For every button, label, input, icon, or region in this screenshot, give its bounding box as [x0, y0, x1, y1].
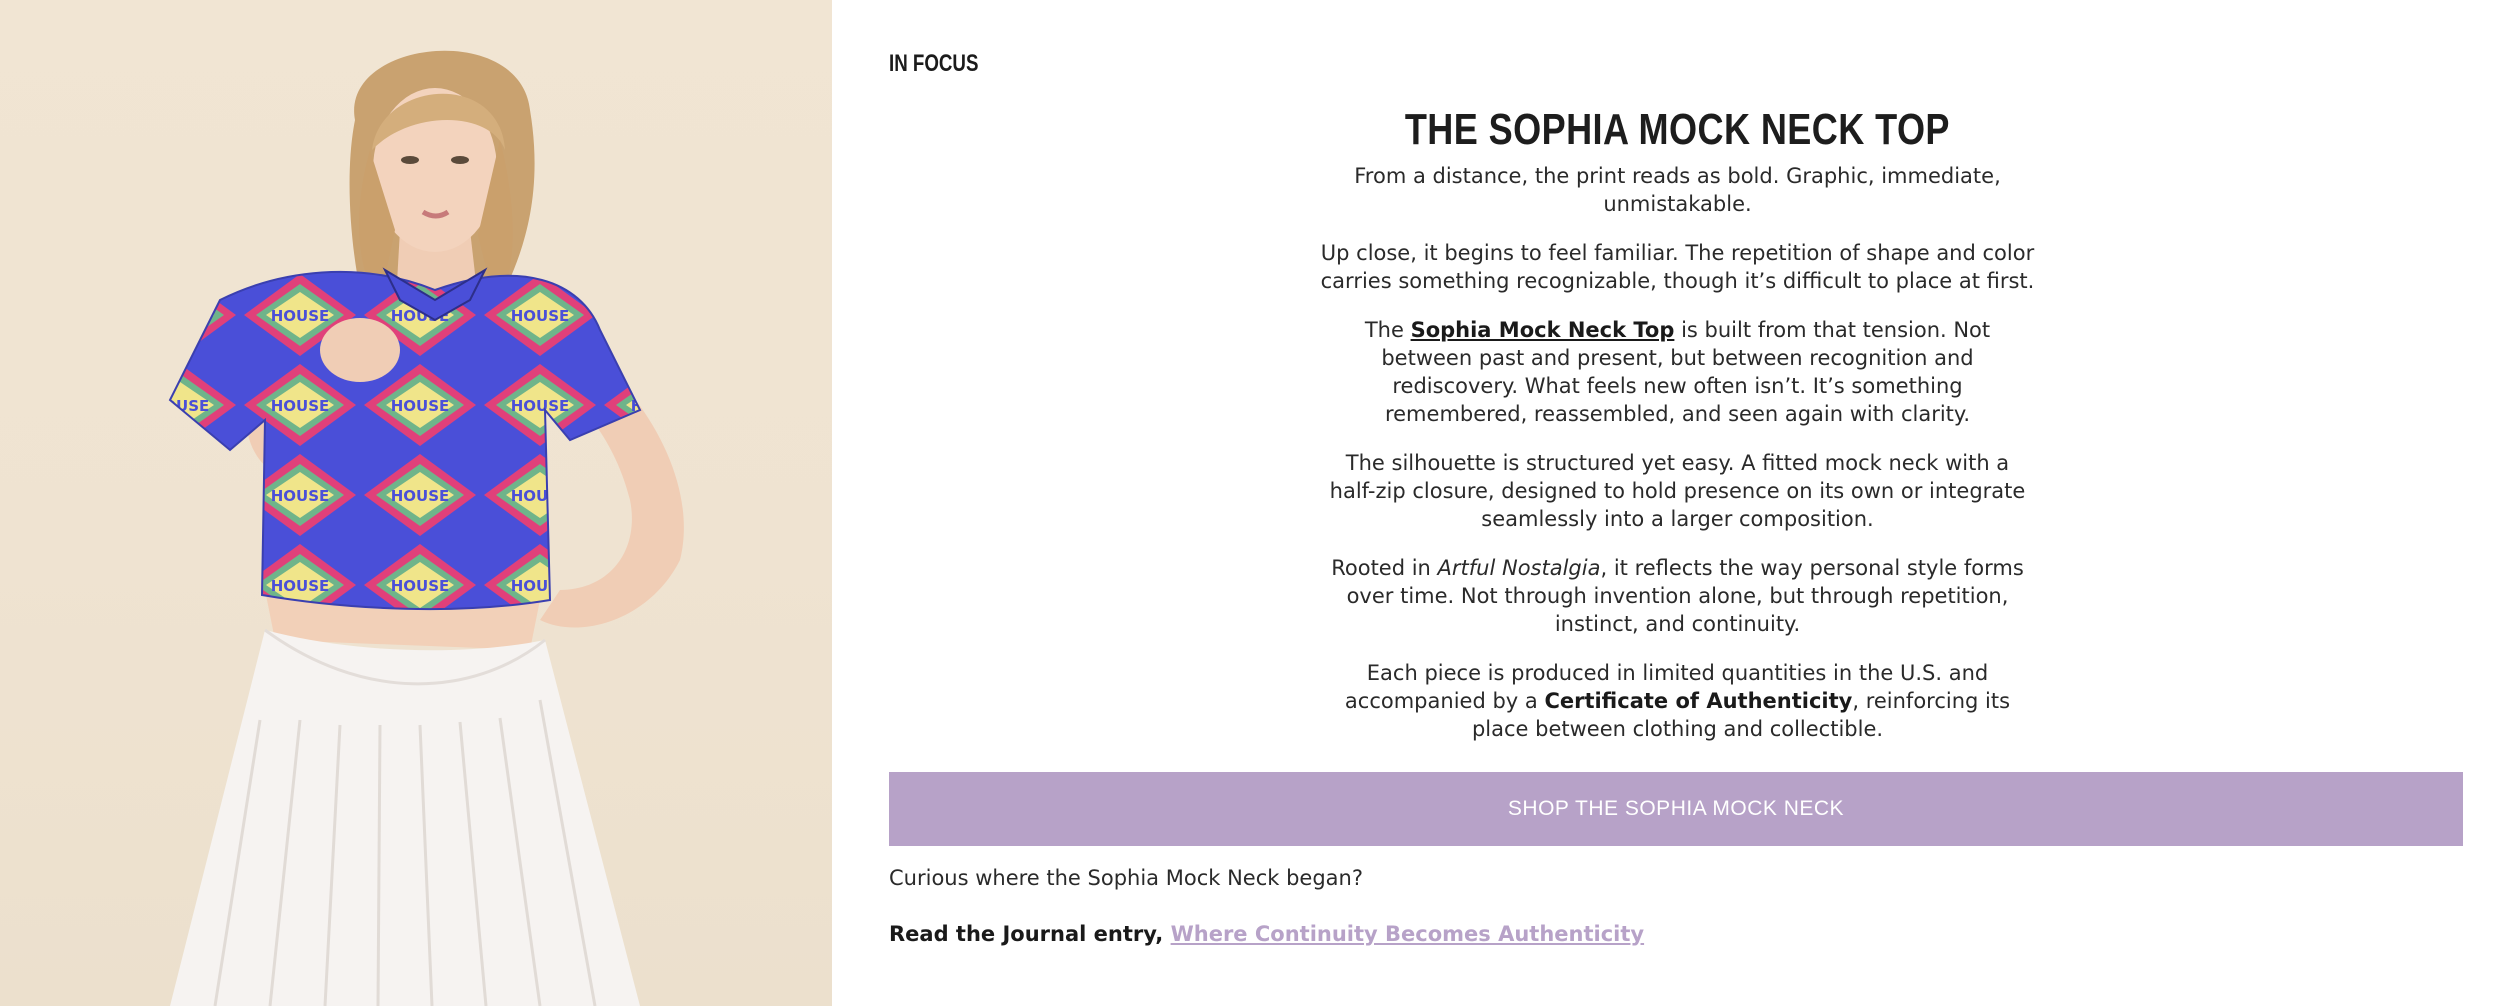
paragraph-6-prefix: Each piece is produced in limited quantities in the U.S. and accompanied by a	[1344, 661, 1989, 713]
product-description	[1320, 102, 2035, 764]
paragraph-3-prefix: The	[1364, 318, 1411, 342]
journal-line	[889, 922, 1644, 946]
paragraph-6	[1320, 659, 2035, 743]
paragraph-3	[1320, 316, 2035, 428]
paragraph-6-suffix: , reinforcing its place between clothing and collectible.	[1471, 689, 2011, 741]
journal-lead: Read the Journal entry,	[889, 922, 1171, 946]
paragraph-1: From a distance, the print reads as bold. Graphic, immediate, unmistakable.	[1354, 164, 2001, 216]
section-label: IN FOCUS	[889, 50, 979, 77]
page-title: THE SOPHIA MOCK NECK TOP	[1404, 105, 1951, 154]
journal-link[interactable]: Where Continuity Becomes Authenticity	[1170, 922, 1645, 946]
journal-question: Curious where the Sophia Mock Neck began?	[889, 866, 1363, 890]
paragraph-3-suffix: is built from that tension. Not between past and present, but between recognition and rediscovery. What feels new often isn’t. It’s something remembered, reassembled, and seen again with clarity.	[1381, 318, 1991, 426]
paragraph-2: Up close, it begins to feel familiar. The repetition of shape and color carries something recognizable, though it’s difficult to place at first.	[1320, 241, 2035, 293]
paragraph-4: The silhouette is structured yet easy. A fitted mock neck with a half-zip closure, designed to hold presence on its own or integrate seamlessly into a larger composition.	[1329, 451, 2026, 531]
paragraph-5-prefix: Rooted in	[1331, 556, 1438, 580]
artful-nostalgia-italic: Artful Nostalgia	[1437, 556, 1601, 580]
paragraph-5	[1320, 554, 2035, 638]
shop-button[interactable]: SHOP THE SOPHIA MOCK NECK	[889, 772, 2463, 846]
product-photo	[0, 0, 832, 1006]
paragraph-5-suffix: , it reflects the way personal style forms over time. Not through invention alone, but through repetition, instinct, and continuity.	[1346, 556, 2024, 636]
product-link[interactable]: Sophia Mock Neck Top	[1410, 318, 1675, 342]
certificate-bold: Certificate of Authenticity	[1544, 689, 1853, 713]
